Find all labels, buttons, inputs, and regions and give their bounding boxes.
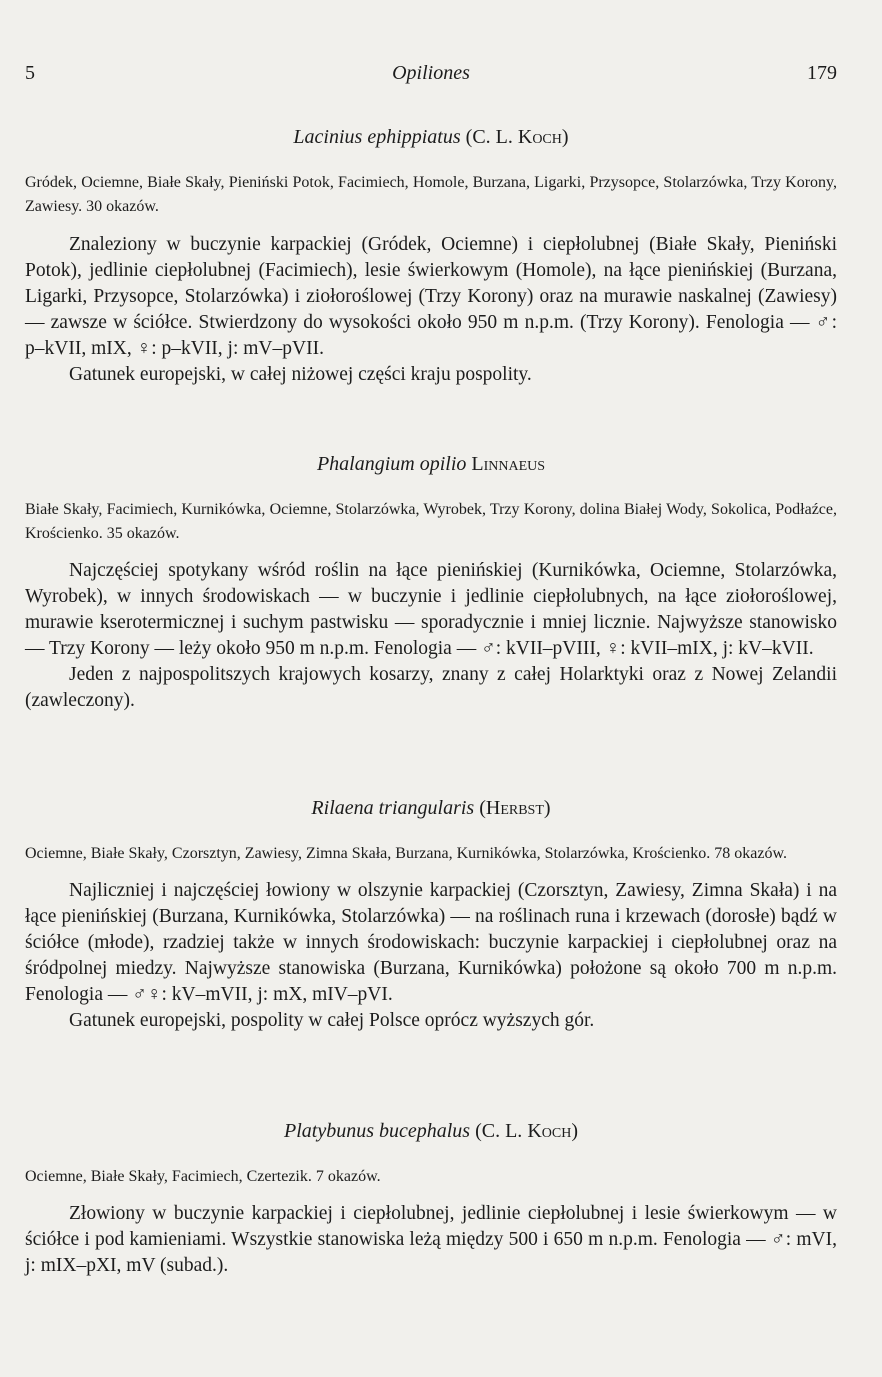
- locality-list: Białe Skały, Facimiech, Kurnikówka, Ociemne, Stolarzówka, Wyrobek, Trzy Korony, dolina Białej Wody, Sokolica, Podłaźce, Krościenko. 35 okazów.: [25, 501, 837, 542]
- locality-list: Ociemne, Białe Skały, Facimiech, Czertezik. 7 okazów.: [25, 1168, 381, 1185]
- species-latin-name: Lacinius ephippiatus: [293, 126, 461, 148]
- species-paragraph: Złowiony w buczynie karpackiej i ciepłolubnej, jedlinie ciepłolubnej i lesie świerkowym — w ściółce i pod kamieniami. Wszystkie stanowiska leżą między 500 i 650 m n.p.m. Fenologia — ♂: mVI, j: mIX–pXI, mV (subad.).: [25, 1203, 837, 1276]
- species-section-lacinius: [25, 123, 837, 388]
- chapter-number: 5: [25, 62, 35, 84]
- species-author: Koch: [517, 126, 562, 148]
- running-head: [25, 62, 837, 92]
- running-title: Opiliones: [392, 62, 470, 84]
- species-paragraph: Gatunek europejski, w całej niżowej części kraju pospolity.: [69, 364, 532, 385]
- species-paragraph: Jeden z najpospolitszych krajowych kosarzy, znany z całej Holarktyki oraz z Nowej Zelandii (zawleczony).: [25, 664, 837, 711]
- species-author-suffix: ): [561, 126, 569, 148]
- species-heading: [25, 123, 837, 151]
- species-author: Herbst: [485, 797, 544, 819]
- species-paragraph: Gatunek europejski, pospolity w całej Polsce oprócz wyższych gór.: [69, 1010, 595, 1031]
- page-number: 179: [807, 62, 837, 84]
- species-heading: [25, 450, 837, 478]
- species-heading: [25, 1117, 837, 1145]
- species-section-phalangium: [25, 450, 837, 714]
- species-paragraph: Najczęściej spotykany wśród roślin na łące pienińskiej (Kurnikówka, Ociemne, Stolarzówka, Wyrobek), w innych środowiskach — w buczynie i jedlinie ciepłolubnych, na łące ziołoroślowej, murawie kserotermicznej i suchym pastwisku — sporadycznie i mniej licznie. Najwyższe stanowisko — Trzy Korony — leży około 950 m n.p.m. Fenologia — ♂: kVII–pVIII, ♀: kVII–mIX, j: kV–kVII.: [25, 560, 837, 659]
- locality-list: Gródek, Ociemne, Białe Skały, Pieniński Potok, Facimiech, Homole, Burzana, Ligarki, Przysopce, Stolarzówka, Trzy Korony, Zawiesy. 30 okazów.: [25, 174, 837, 215]
- species-latin-name: Phalangium opilio: [316, 453, 467, 475]
- locality-list: Ociemne, Białe Skały, Czorsztyn, Zawiesy, Zimna Skała, Burzana, Kurnikówka, Stolarzówka, Krościenko. 78 okazów.: [25, 845, 788, 862]
- species-paragraph: Znaleziony w buczynie karpackiej (Gródek, Ociemne) i ciepłolubnej (Białe Skały, Pieniński Potok), jedlinie ciepłolubnej (Facimiech), lesie świerkowym (Homole), na łące pienińskiej (Burzana, Ligarki, Przysopce, Stolarzówka) i ziołoroślowej (Trzy Korony) oraz na murawie naskalnej (Zawiesy) — zawsze w ściółce. Stwierdzony do wysokości około 950 m n.p.m. (Trzy Korony). Fenologia — ♂: p–kVII, mIX, ♀: p–kVII, j: mV–pVII.: [25, 234, 837, 359]
- species-section-rilaena: [25, 794, 837, 1034]
- species-latin-name: Platybunus bucephalus: [284, 1120, 471, 1142]
- species-latin-name: Rilaena triangularis: [311, 797, 475, 819]
- species-author-suffix: ): [543, 797, 551, 819]
- species-author-suffix: ): [571, 1120, 578, 1142]
- species-paragraph: Najliczniej i najczęściej łowiony w olszynie karpackiej (Czorsztyn, Zawiesy, Zimna Skała) i na łące pienińskiej (Burzana, Kurnikówka, Stolarzówka) — na roślinach runa i krzewach (dorosłe) bądź w ściółce (młode), rzadziej także w innych środowiskach: buczynie karpackiej i ciepłolubnej oraz na śródpolnej miedzy. Najwyższe stanowiska (Burzana, Kurnikówka) położone są około 700 m n.p.m. Fenologia — ♂♀: kV–mVII, j: mX, mIV–pVI.: [25, 880, 837, 1005]
- species-author-prefix: (C. L.: [475, 1120, 528, 1142]
- species-author-prefix: (C. L.: [465, 126, 518, 148]
- species-heading: [25, 794, 837, 822]
- species-author: Koch: [527, 1120, 572, 1142]
- species-author-prefix: (: [479, 797, 486, 819]
- species-author: Linnaeus: [471, 453, 546, 475]
- species-section-platybunus: [25, 1117, 837, 1279]
